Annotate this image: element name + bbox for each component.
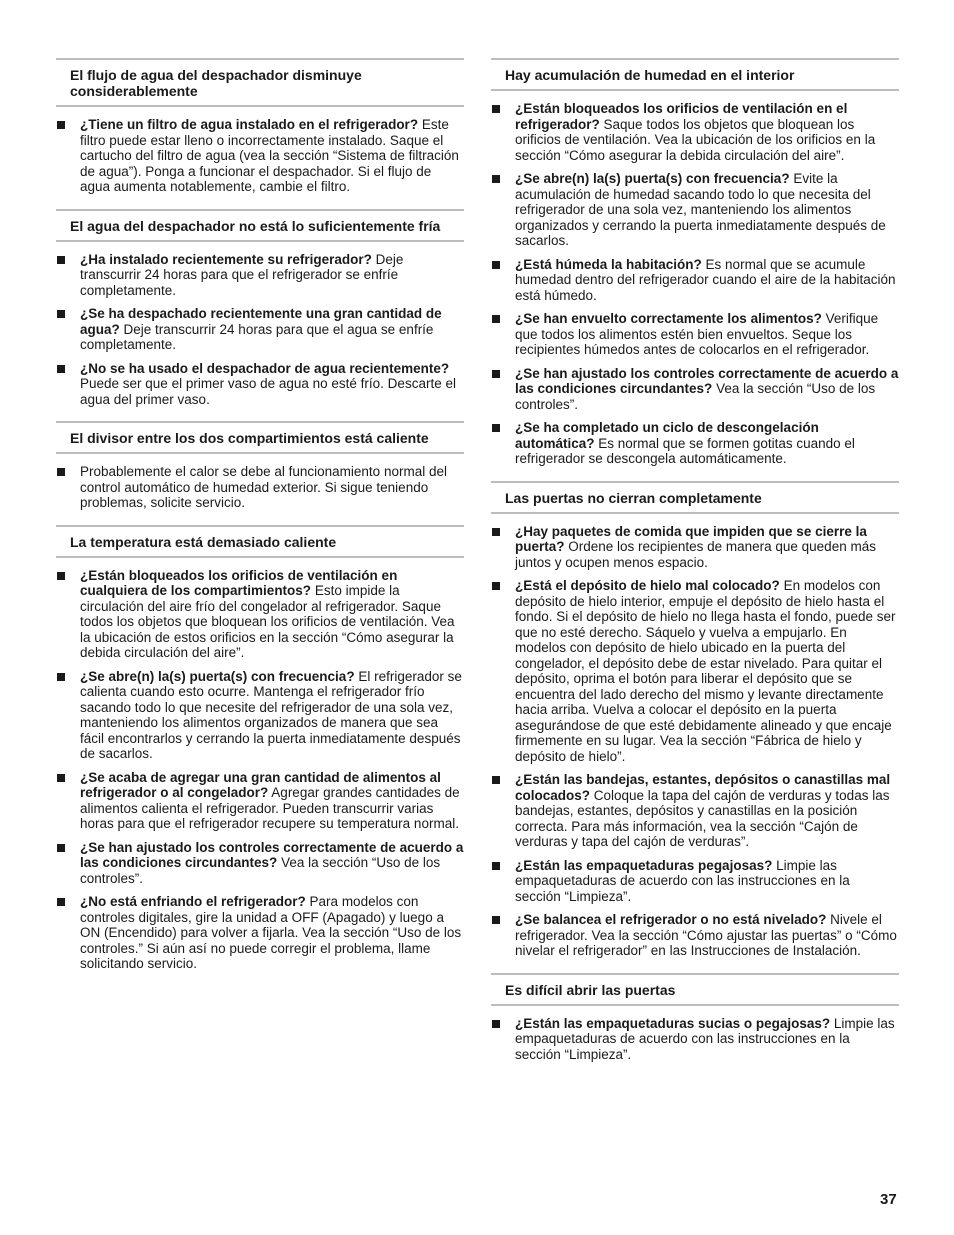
square-bullet-icon (57, 256, 65, 264)
troubleshooting-section (56, 525, 464, 972)
square-bullet-icon (57, 898, 65, 906)
page-number: 37 (880, 1191, 897, 1208)
item-question: ¿Están las empaquetaduras sucias o pegajosas? (515, 1015, 831, 1031)
list-item (56, 117, 464, 195)
list-item (491, 578, 899, 764)
item-question: ¿Se han envuelto correctamente los alimentos? (515, 311, 822, 326)
item-question: ¿Están las empaquetaduras pegajosas? (515, 857, 773, 873)
item-text: Vea la sección “Uso de los controles”. (515, 381, 876, 412)
item-text: En modelos con depósito de hielo interior, empuje el depósito de hielo hasta el fondo. Si el depósito de hielo no llega hasta el fondo, puede ser que no esté derecho. Sáquelo y vuelva a empujarlo. En modelos con depósito de hielo ubicado en la puerta del congelador, el depósito debe de estar nivelado. Para quitar el depósito, oprima el botón para liberar el depósito que se encuentra del lado derecho del mismo y levante directamente hacia arriba. Vuelva a colocar el depósito en la puerta asegurándose de que esté debidamente alineado y que encaje firmemente en su lugar. Vea la sección “Fábrica de hielo y depósito de hielo”. (515, 578, 896, 764)
item-question: ¿Hay paquetes de comida que impiden que se cierre la puerta? (515, 523, 867, 554)
list-item (56, 840, 464, 887)
square-bullet-icon (492, 1020, 500, 1028)
square-bullet-icon (57, 310, 65, 318)
list-item (56, 770, 464, 832)
item-list (56, 568, 464, 972)
troubleshooting-section (56, 209, 464, 408)
list-item (56, 894, 464, 972)
troubleshooting-section (491, 58, 899, 467)
item-text: El refrigerador se calienta cuando esto ocurre. Mantenga el refrigerador frío sacando todo lo que necesite del refrigerador de una sola vez, manteniendo los alimentos organizados de manera que sea fácil encontrarlos y cerrando la puerta inmediatamente después de sacarlos. (80, 668, 462, 761)
list-item (491, 311, 899, 358)
item-text: Coloque la tapa del cajón de verduras y todas las bandejas, estantes, depósitos y canastillas en la posición correcta. Para más información, vea la sección “Cajón de verduras y tapa del cajón de verduras”. (515, 787, 890, 849)
list-item (56, 568, 464, 661)
item-question: ¿No está enfriando el refrigerador? (80, 894, 306, 909)
square-bullet-icon (57, 774, 65, 782)
item-question: ¿Se ha despachado recientemente una gran cantidad de agua? (80, 306, 442, 337)
square-bullet-icon (492, 582, 500, 590)
list-item (491, 1016, 899, 1063)
troubleshooting-section (56, 58, 464, 195)
list-item (491, 366, 899, 413)
item-question: ¿Se han ajustado los controles correctamente de acuerdo a las condiciones circundantes? (80, 839, 464, 870)
item-text: Saque todos los objetos que bloquean los orificios de ventilación. Vea la ubicación de los orificios en la sección “Cómo asegurar la debida circulación del aire”. (515, 116, 876, 163)
square-bullet-icon (492, 862, 500, 870)
item-list (56, 464, 464, 511)
section-heading: Es difícil abrir las puertas (491, 973, 899, 1006)
list-item (491, 912, 899, 959)
list-item (56, 361, 464, 408)
list-item (491, 858, 899, 905)
troubleshooting-section (491, 973, 899, 1063)
item-question: ¿Están bloqueados los orificios de ventilación en cualquiera de los compartimientos? (80, 567, 398, 598)
item-question: ¿Ha instalado recientemente su refrigerador? (80, 251, 372, 267)
square-bullet-icon (492, 175, 500, 183)
item-question: ¿No se ha usado el despachador de agua recientemente? (80, 360, 450, 376)
square-bullet-icon (492, 916, 500, 924)
item-list (56, 252, 464, 408)
item-question: ¿Tiene un filtro de agua instalado en el refrigerador? (80, 117, 419, 132)
square-bullet-icon (57, 844, 65, 852)
item-text: Esto impide la circulación del aire frío del congelador al refrigerador. Saque todos los objetos que bloquean los orificios de ventilación. Vea la ubicación de estos orificios en la sección “Cómo asegurar la debida circulación del aire”. (80, 583, 455, 660)
section-heading: La temperatura está demasiado caliente (56, 525, 464, 558)
item-question: ¿Está el depósito de hielo mal colocado? (515, 578, 780, 593)
item-text: Limpie las empaquetaduras de acuerdo con las instrucciones en la sección “Limpieza”. (515, 1015, 895, 1062)
item-question: ¿Se balancea el refrigerador o no está nivelado? (515, 912, 827, 927)
item-text: Deje transcurrir 24 horas para que el agua se enfríe completamente. (80, 321, 434, 352)
item-text: Verifique que todos los alimentos estén bien envueltos. Seque los recipientes húmedos antes de colocarlos en el refrigerador. (515, 311, 879, 357)
list-item (56, 669, 464, 762)
square-bullet-icon (492, 776, 500, 784)
list-item (56, 464, 464, 511)
item-question: ¿Se ha completado un ciclo de descongelación automática? (515, 420, 819, 451)
item-text: Nivele el refrigerador. Vea la sección “Cómo ajustar las puertas” o “Cómo nivelar el refrigerador” en las Instrucciones de Instalación. (515, 912, 897, 958)
square-bullet-icon (492, 424, 500, 432)
left-column (56, 58, 464, 986)
item-text: Deje transcurrir 24 horas para que el refrigerador se enfríe completamente. (80, 251, 404, 298)
section-heading: El flujo de agua del despachador disminuye considerablemente (56, 58, 464, 107)
square-bullet-icon (57, 673, 65, 681)
item-question: ¿Están bloqueados los orificios de ventilación en el refrigerador? (515, 101, 848, 132)
list-item (491, 171, 899, 249)
item-text: Agregar grandes cantidades de alimentos calienta el refrigerador. Pueden transcurrir varias horas para que el refrigerador recupere su temperatura normal. (80, 785, 460, 831)
item-question: ¿Se abre(n) la(s) puerta(s) con frecuencia? (80, 668, 355, 684)
square-bullet-icon (492, 528, 500, 536)
item-text: Es normal que se acumule humedad dentro del refrigerador cuando el aire de la habitación está húmedo. (515, 256, 896, 303)
item-text: Es normal que se formen gotitas cuando el refrigerador se descongela automáticamente. (515, 435, 855, 466)
square-bullet-icon (57, 572, 65, 580)
square-bullet-icon (492, 261, 500, 269)
item-list (56, 117, 464, 195)
section-heading: El divisor entre los dos compartimientos está caliente (56, 421, 464, 454)
item-question: ¿Se acaba de agregar una gran cantidad de alimentos al refrigerador o al congelador? (80, 769, 441, 800)
item-question: ¿Están las bandejas, estantes, depósitos o canastillas mal colocados? (515, 772, 891, 803)
section-heading: Las puertas no cierran completamente (491, 481, 899, 514)
list-item (56, 306, 464, 353)
square-bullet-icon (57, 468, 65, 476)
item-text: Probablemente el calor se debe al funcionamiento normal del control automático de humedad exterior. Si sigue teniendo problemas, solicite servicio. (80, 464, 447, 510)
item-text: Puede ser que el primer vaso de agua no esté frío. Descarte el agua del primer vaso. (80, 376, 456, 407)
section-heading: El agua del despachador no está lo suficientemente fría (56, 209, 464, 242)
troubleshooting-section (491, 481, 899, 959)
item-text: Este filtro puede estar lleno o incorrectamente instalado. Saque el cartucho del filtro de agua (vea la sección “Sistema de filtración de agua”). Ponga a funcionar el despachador. Si el flujo de agua aumenta notablemente, cambie el filtro. (80, 117, 459, 194)
item-question: ¿Se abre(n) la(s) puerta(s) con frecuencia? (515, 171, 790, 186)
square-bullet-icon (57, 365, 65, 373)
square-bullet-icon (57, 121, 65, 129)
list-item (491, 524, 899, 571)
item-question: ¿Está húmeda la habitación? (515, 256, 702, 272)
item-text: Vea la sección “Uso de los controles”. (80, 855, 441, 886)
list-item (491, 257, 899, 304)
item-question: ¿Se han ajustado los controles correctamente de acuerdo a las condiciones circundantes? (515, 365, 899, 396)
list-item (491, 101, 899, 163)
item-list (491, 524, 899, 959)
square-bullet-icon (492, 105, 500, 113)
item-text: Ordene los recipientes de manera que queden más juntos y ocupen menos espacio. (515, 539, 876, 570)
item-text: Para modelos con controles digitales, gire la unidad a OFF (Apagado) y luego a ON (Encendido) para volver a fijarla. Vea la sección “Uso de los controles.” Si aún así no puede corregir el problema, llame solicitando servicio. (80, 894, 462, 971)
item-list (491, 1016, 899, 1063)
item-text: Evite la acumulación de humedad sacando todo lo que necesita del refrigerador de una sola vez, manteniendo los alimentos organizados y cerrando la puerta inmediatamente después de sacarlos. (515, 171, 886, 248)
item-text: Limpie las empaquetaduras de acuerdo con las instrucciones en la sección “Limpieza”. (515, 857, 850, 904)
square-bullet-icon (492, 370, 500, 378)
square-bullet-icon (492, 315, 500, 323)
section-heading: Hay acumulación de humedad en el interior (491, 58, 899, 91)
list-item (491, 420, 899, 467)
list-item (491, 772, 899, 850)
item-list (491, 101, 899, 467)
list-item (56, 252, 464, 299)
troubleshooting-section (56, 421, 464, 511)
right-column (491, 58, 899, 1076)
